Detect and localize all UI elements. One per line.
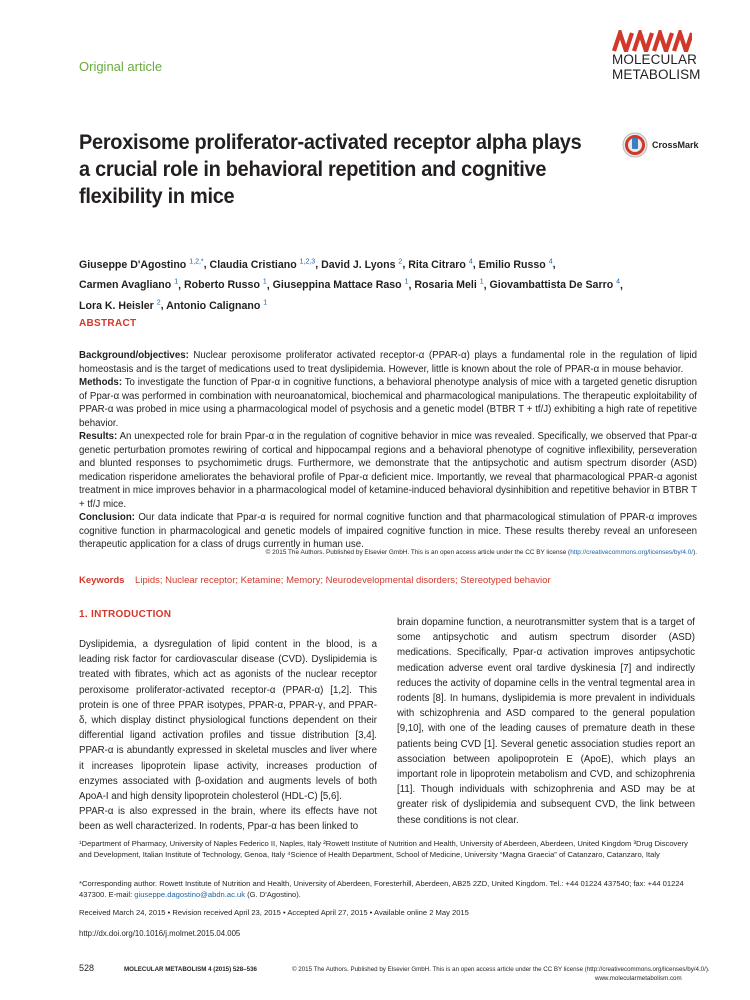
abstract-heading: ABSTRACT (79, 318, 137, 329)
author: Lora K. Heisler $^2$ (79, 299, 161, 312)
footer-copyright: © 2015 The Authors. Published by Elsevier GmbH. This is an open access article under the CC BY license (http://creativecommons.org/licenses/by/4.0/). (292, 966, 710, 973)
journal-logo-line1: MOLECULAR (612, 52, 697, 67)
keywords-list: Lipids; Nuclear receptor; Ketamine; Memory; Neurodevelopmental disorders; Stereotyped behavior (135, 575, 551, 586)
introduction-right-column (397, 615, 695, 828)
introduction-left-column (79, 637, 377, 835)
journal-logo (612, 30, 702, 94)
abstract-background: Background/objectives: Nuclear peroxisome proliferator activated receptor-α (PPAR-α) plays a fundamental role in the regulation of lipid homeostasis and is the target of medications used to treat dyslipidemia. However, little is known about the role of PPAR-α in mouse behavior. (79, 350, 697, 375)
abstract-body (79, 349, 697, 552)
footer-website: www.molecularmetabolism.com (595, 975, 682, 982)
journal-logo-mark-icon (612, 30, 692, 52)
author: Roberto Russo $^1$ (183, 278, 267, 292)
article-title: Peroxisome proliferator-activated receptor alpha plays a crucial role in behavioral repetition and cognitive flexibility in mice (79, 131, 582, 208)
author: Giuseppina Mattace Raso $^1$ (272, 278, 409, 292)
page-number: 528 (79, 963, 95, 973)
abstract-copyright: © 2015 The Authors. Published by Elsevier GmbH. This is an open access article under the CC BY license (http://creativecommons.org/licenses/by/4.0/). (265, 549, 697, 556)
author: Antonio Calignano $^1$ (166, 299, 268, 312)
abstract-methods: Methods: To investigate the function of Ppar-α in cognitive functions, a behavioral phenotype analysis of mice with a targeted genetic disruption of Ppar-α was performed in combination with neuroanatomical, biochemical and pharmacological manipulations. The therapeutic exploitability of PPAR-α was probed in mice using a pharmacological model of psychosis and a genetic model (BTBR T + tf/J) exhibiting a high rate of repetitive behavior. (79, 377, 697, 429)
paragraph: brain dopamine function, a neurotransmitter system that is a target of some antipsychotic and autism spectrum disorder (ASD) medications. Specifically, Ppar-α activation improves antipsychotic medication adverse event oral tardive dyskinesia [7] and indirectly reduces the activity of dopamine cells in the ventral tegmental area in rodents [8]. In humans, dyslipidemia is more prevalent in individuals with schizophrenia and ASD compared to the general population [9,10], with one of the leading causes of premature death in these patients being CVD [1]. Several genetic association studies report an association between apolipoprotein E (ApoE), which plays an important role in lipoprotein metabolism and CVD, and schizophrenia [11]. Though individuals with schizophrenia and ASD may be at greater risk of dyslipidemia and subsequent CVD, the link between these conditions is not clear. (397, 617, 695, 826)
author: Giuseppe D'Agostino $^{1,2,*}$ (79, 258, 204, 271)
author-list: Giuseppe D'Agostino $^{1,2,*}$, Claudia Cristiano $^{1,2,3}$, David J. Lyons $^2$, Rita Citraro $^4$, Emilio Russo $^4$, Carmen Avagliano $^1$, Roberto Russo $^1$, Giuseppina Mattace Raso $^1$, Rosaria Meli $^1$, Giovambattista De Sarro $^4$, Lora K. Heisler $^2$, Antonio Calignano $^1$ (79, 258, 623, 312)
footer-journal: MOLECULAR METABOLISM 4 (2015) 528–536 (124, 966, 257, 973)
email-link[interactable]: giuseppe.dagostino@abdn.ac.uk (134, 890, 246, 899)
abstract-results: Results: An unexpected role for brain Ppar-α in the regulation of cognitive behavior in mice was revealed. Specifically, we observed that Ppar-α genetic perturbation promotes rewiring of cortical and hippocampal regions and a behavioral phenotype of cognitive inflexibility, perseveration and blunted responses to psychomimetic drugs. Furthermore, we demonstrate that the antipsychotic and autism spectrum disorder (ASD) medication risperidone ameliorates the behavioral profile of Ppar-α deficient mice. Importantly, we reveal that pharmacological PPAR-α agonist treatment in mice improves behavior in a pharmacological model of ketamine-induced behavioral dysinhibition and repetitive behavior in BTBR T + tf/J mice. (79, 431, 697, 510)
author: Carmen Avagliano $^1$ (79, 278, 179, 292)
crossmark-label: CrossMark (652, 140, 699, 150)
keywords (79, 575, 697, 586)
article-type-label: Original article (79, 59, 163, 74)
crossmark-icon (622, 132, 648, 158)
journal-logo-line2: METABOLISM (612, 67, 701, 82)
author: Rita Citraro $^4$ (408, 258, 473, 271)
paragraph: PPAR-α is also expressed in the brain, where its effects have not been as well characterized. In rodents, Ppar-α has been linked to (79, 806, 377, 833)
paragraph: Dyslipidemia, a dysregulation of lipid content in the blood, is a leading risk factor for cardiovascular disease (CVD). Dyslipidemia is treated with fibrates, which act as agonists of the nuclear receptor peroxisome proliferator-activated receptor-α (PPAR-α) [1,2]. This protein is one of three PPAR isotypes, PPAR-α, PPAR-γ, and PPAR-δ, which display distinct physiological functions dependent on their differential ligand activation profiles and tissue distribution [3,4]. PPAR-α is abundantly expressed in skeletal muscles and liver where it increases lipoprotein lipase activity, increases production of enzymes associated with β-oxidation and augments levels of both ApoA-I and high density lipoprotein cholesterol (HDL-C) [5,6]. (79, 639, 377, 803)
article-dates: Received March 24, 2015 • Revision received April 23, 2015 • Accepted April 27, 2015 • Available online 2 May 2015 (79, 908, 469, 917)
introduction-heading: 1. INTRODUCTION (79, 609, 172, 620)
license-link[interactable]: http://creativecommons.org/licenses/by/4.0/ (570, 549, 694, 556)
author: Claudia Cristiano $^{1,2,3}$ (209, 258, 316, 271)
author: David J. Lyons $^2$ (321, 258, 403, 271)
author: Emilio Russo $^4$ (478, 258, 553, 271)
author: Giovambattista De Sarro $^4$ (489, 278, 621, 292)
abstract-conclusion: Conclusion: Our data indicate that Ppar-α is required for normal cognitive function and that pharmacological stimulation of PPAR-α improves cognitive function in pharmacological and genetic models of impaired cognitive function in mice. These results thereby reveal an unforeseen therapeutic application for a class of drugs currently in human use. (79, 512, 697, 550)
affiliations-footnote: ¹Department of Pharmacy, University of Naples Federico II, Naples, Italy ²Rowett Institute of Nutrition and Health, University of Aberdeen, Aberdeen, United Kingdom ³Drug Discovery and Development, Italian Institute of Technology, Genoa, Italy ⁴Science of Health Department, School of Medicine, University “Magna Graecia” of Catanzaro, Catanzaro, Italy (79, 839, 688, 859)
corresponding-author-footnote: *Corresponding author. Rowett Institute of Nutrition and Health, University of Aberdeen, Foresterhill, Aberdeen, AB25 2ZD, United Kingdom. Tel.: +44 01224 437540; fax: +44 01224 437300. E-mail: giuseppe.dagostino@abdn.ac.uk (G. D'Agostino). (79, 879, 684, 899)
keywords-label: Keywords (79, 575, 125, 586)
author: Rosaria Meli $^1$ (414, 278, 484, 292)
doi-link[interactable]: http://dx.doi.org/10.1016/j.molmet.2015.04.005 (79, 929, 241, 938)
